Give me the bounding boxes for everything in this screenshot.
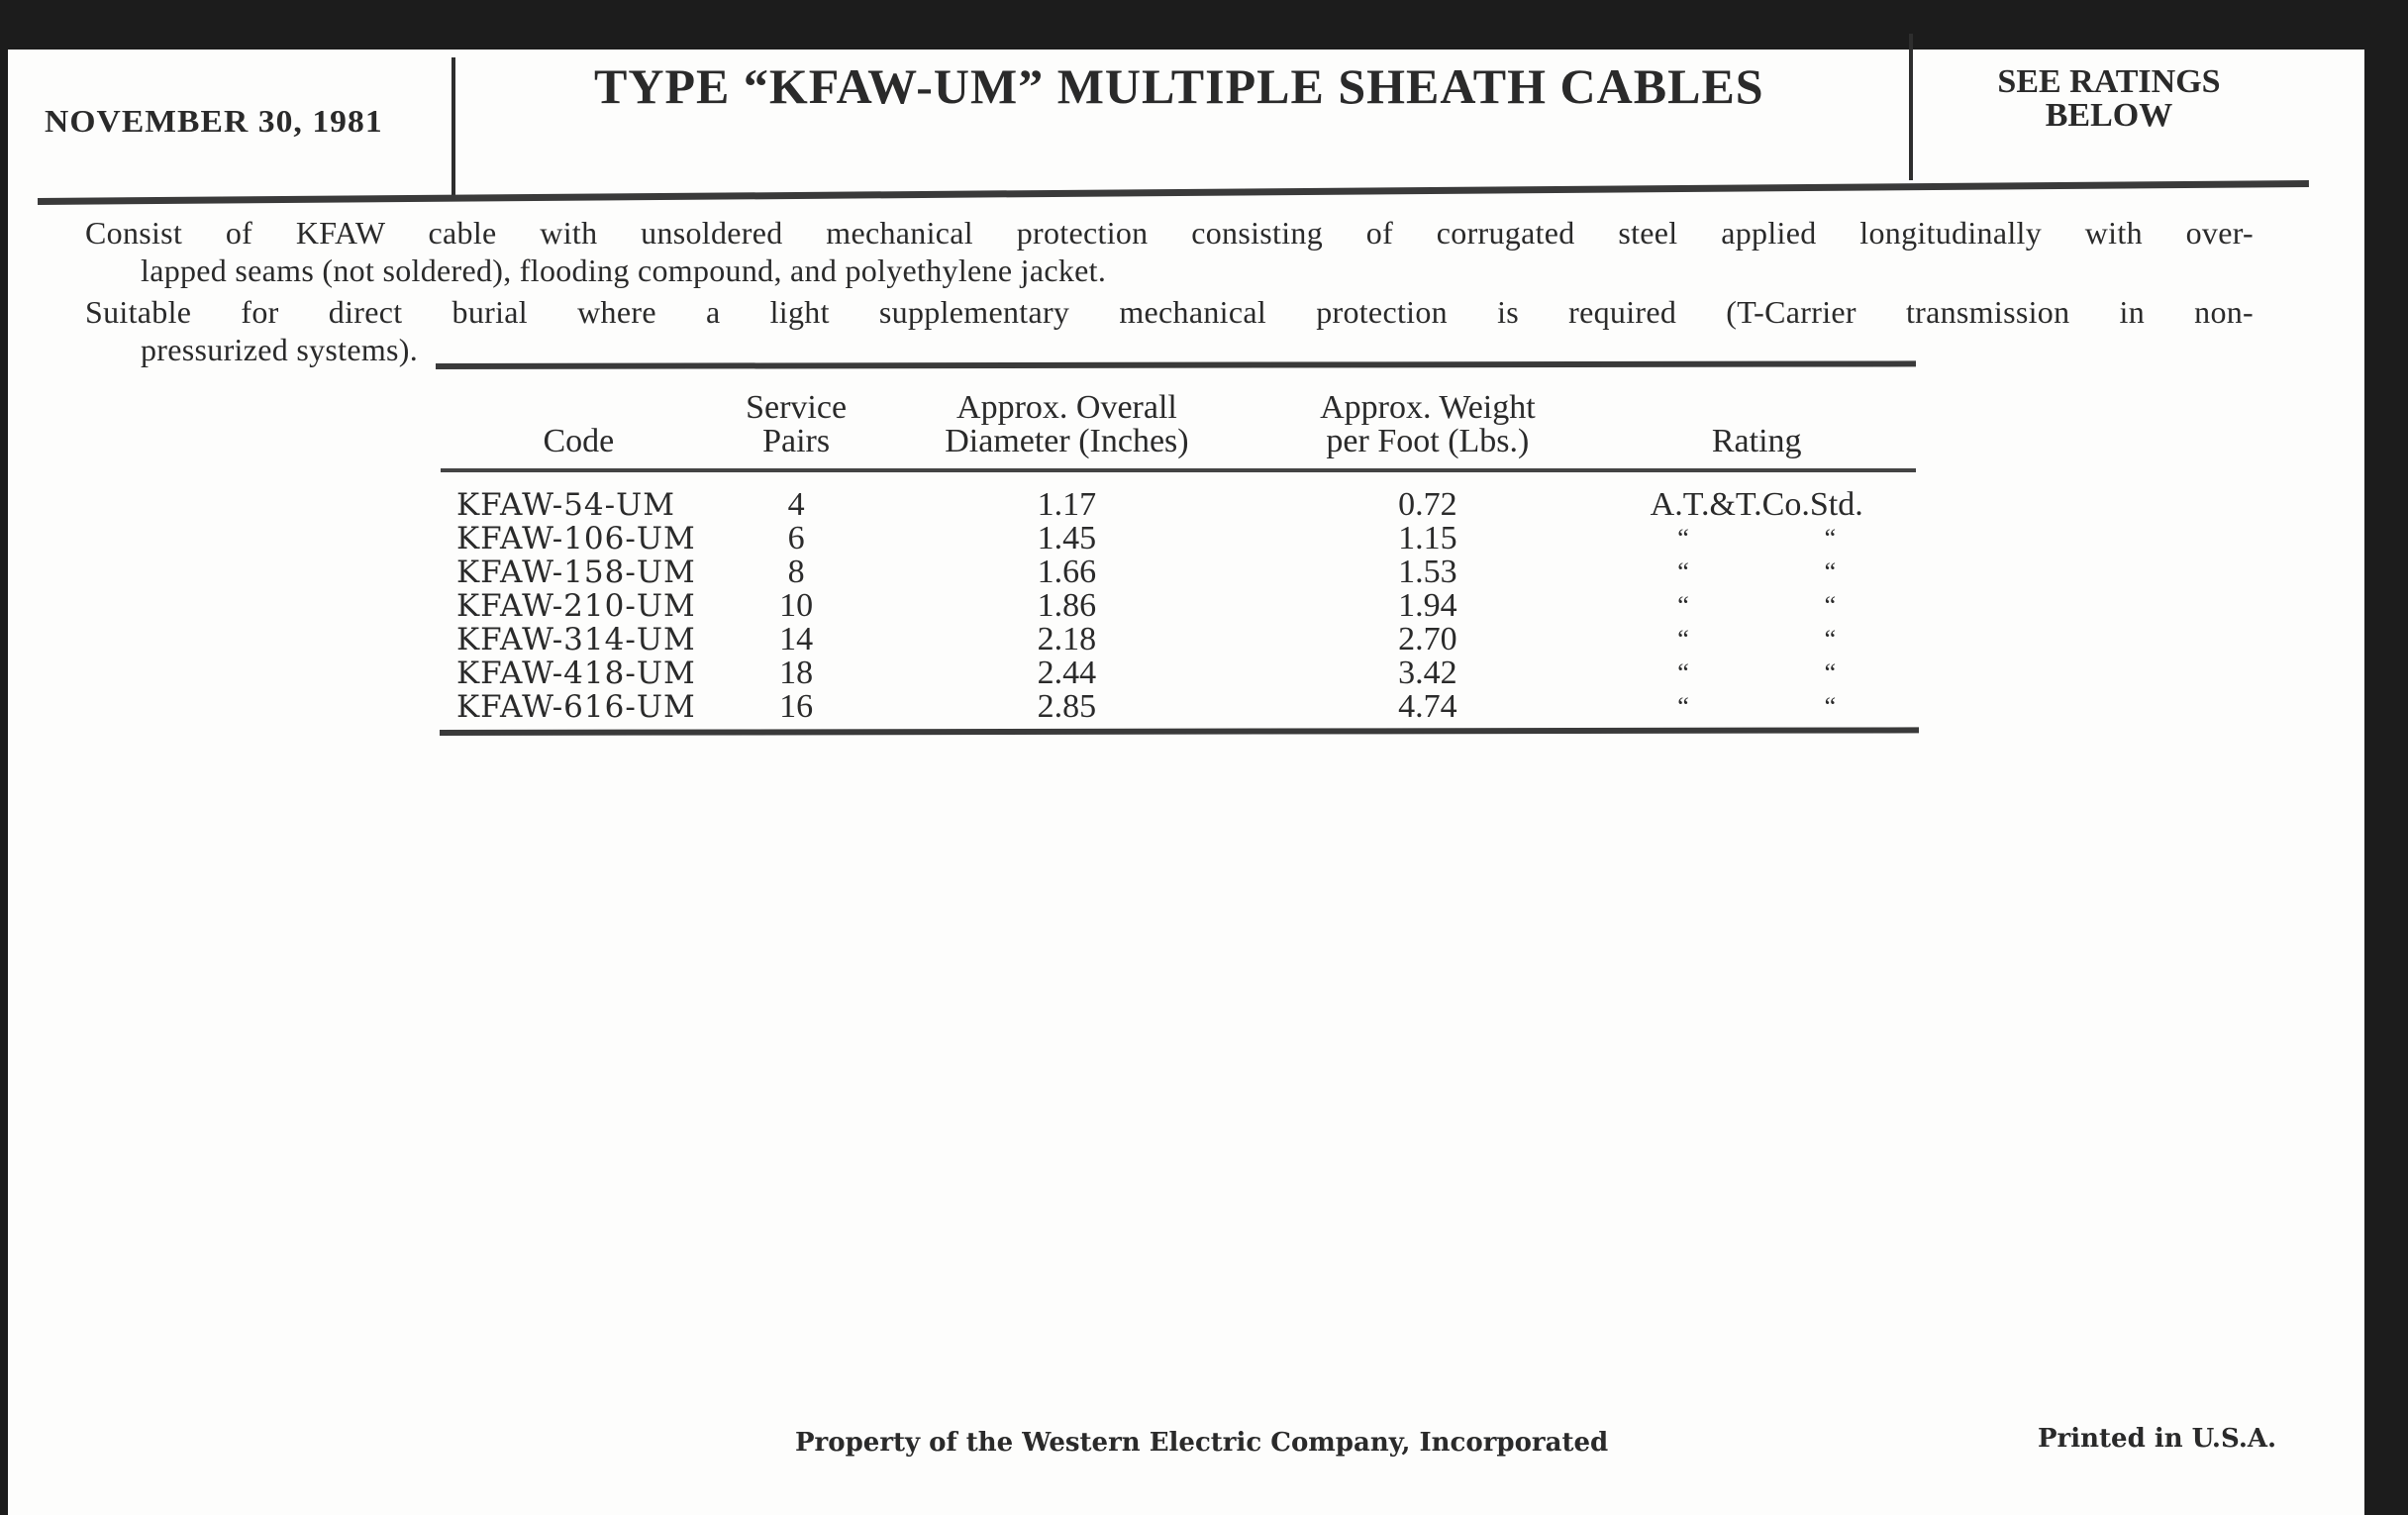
ratings-note-line2: BELOW [2045, 97, 2173, 134]
description-paragraph-2 [85, 293, 2263, 368]
cell-pairs: 14 [779, 621, 814, 657]
cell-rating [1597, 623, 1916, 656]
description-p2-line2: pressurized systems). [141, 332, 419, 367]
cell-diameter: 1.17 [1037, 486, 1097, 523]
header-divider-right [1909, 34, 1913, 180]
ditto-mark: “ [1824, 658, 1837, 687]
cell-weight: 1.15 [1398, 520, 1457, 556]
table-row [441, 556, 1916, 589]
document-date: NOVEMBER 30, 1981 [45, 103, 383, 139]
ditto-mark: “ [1677, 524, 1689, 553]
ditto-mark: “ [1824, 591, 1837, 620]
cell-code: KFAW-418-UM [456, 656, 696, 691]
cell-weight: 0.72 [1398, 486, 1457, 523]
column-header-code-label: Code [543, 423, 615, 459]
cell-pairs: 18 [779, 655, 814, 691]
header-divider-left [452, 57, 455, 198]
column-header-code [441, 391, 717, 470]
cell-weight: 1.53 [1398, 554, 1457, 590]
cell-diameter: 2.44 [1037, 655, 1097, 691]
table-row [441, 623, 1916, 656]
cell-rating [1597, 589, 1916, 623]
description-p2-line1: Suitable for direct burial where a light supplementary mechanical protection is required (T-Carrier transmission in non- [85, 294, 2254, 330]
cell-code: KFAW-616-UM [456, 689, 696, 725]
table-header-row [441, 391, 1916, 470]
cell-rating [1597, 522, 1916, 556]
ditto-mark: “ [1677, 692, 1689, 721]
column-header-rating-label: Rating [1711, 423, 1802, 459]
ditto-mark: “ [1824, 524, 1837, 553]
table-row [441, 522, 1916, 556]
cell-pairs: 10 [779, 587, 814, 624]
cell-pairs: 8 [787, 554, 805, 590]
table-body [441, 470, 1916, 734]
cell-diameter: 2.85 [1037, 688, 1097, 725]
column-header-rating [1597, 391, 1916, 470]
ditto-mark: “ [1677, 658, 1689, 687]
page-title: TYPE “KFAW-UM” MULTIPLE SHEATH CABLES [594, 58, 1764, 114]
column-header-service-pairs [717, 391, 876, 470]
footer-property-notice: Property of the Western Electric Company, Incorporated [795, 1428, 1609, 1458]
column-header-service-pairs-line2: Pairs [762, 423, 831, 459]
cell-pairs: 16 [779, 688, 814, 725]
ditto-mark: “ [1677, 557, 1689, 586]
column-header-diameter [875, 391, 1257, 470]
ditto-mark: “ [1677, 591, 1689, 620]
column-header-weight [1257, 391, 1597, 470]
cell-pairs: 4 [787, 486, 805, 523]
ditto-mark: “ [1677, 625, 1689, 654]
cell-diameter: 2.18 [1037, 621, 1097, 657]
cell-diameter: 1.66 [1037, 554, 1097, 590]
cell-weight: 3.42 [1398, 655, 1457, 691]
table-row [441, 470, 1916, 522]
ratings-note-line1: SEE RATINGS [1997, 63, 2221, 100]
column-header-diameter-line2: Diameter (Inches) [945, 423, 1189, 459]
column-header-service-pairs-line1: Service [746, 389, 848, 426]
footer-printed-in: Printed in U.S.A. [2038, 1424, 2277, 1454]
table-row [441, 589, 1916, 623]
cell-rating: A.T.&T.Co.Std. [1650, 486, 1863, 523]
column-header-weight-line1: Approx. Weight [1320, 389, 1536, 426]
description-paragraph-1 [85, 214, 2263, 289]
cell-code: KFAW-158-UM [456, 555, 696, 590]
description-p1-line2: lapped seams (not soldered), flooding compound, and polyethylene jacket. [141, 252, 1107, 288]
column-header-weight-line2: per Foot (Lbs.) [1326, 423, 1530, 459]
column-header-diameter-line1: Approx. Overall [956, 389, 1177, 426]
ditto-mark: “ [1824, 557, 1837, 586]
ditto-mark: “ [1824, 625, 1837, 654]
cell-code: KFAW-210-UM [456, 588, 696, 624]
table-row [441, 656, 1916, 690]
ratings-note [1960, 65, 2258, 133]
cell-rating [1597, 656, 1916, 690]
cell-diameter: 1.86 [1037, 587, 1097, 624]
cell-code: KFAW-314-UM [456, 622, 696, 657]
cell-diameter: 1.45 [1037, 520, 1097, 556]
description-p1-line1: Consist of KFAW cable with unsoldered mechanical protection consisting of corrugated steel applied longitudinally with over- [85, 215, 2254, 251]
cell-code: KFAW-106-UM [456, 521, 696, 556]
cell-weight: 4.74 [1398, 688, 1457, 725]
cable-spec-table [441, 391, 1916, 734]
ditto-mark: “ [1824, 692, 1837, 721]
cell-code: KFAW-54-UM [456, 487, 675, 523]
cell-pairs: 6 [787, 520, 805, 556]
cell-rating [1597, 556, 1916, 589]
cell-weight: 1.94 [1398, 587, 1457, 624]
cell-weight: 2.70 [1398, 621, 1457, 657]
